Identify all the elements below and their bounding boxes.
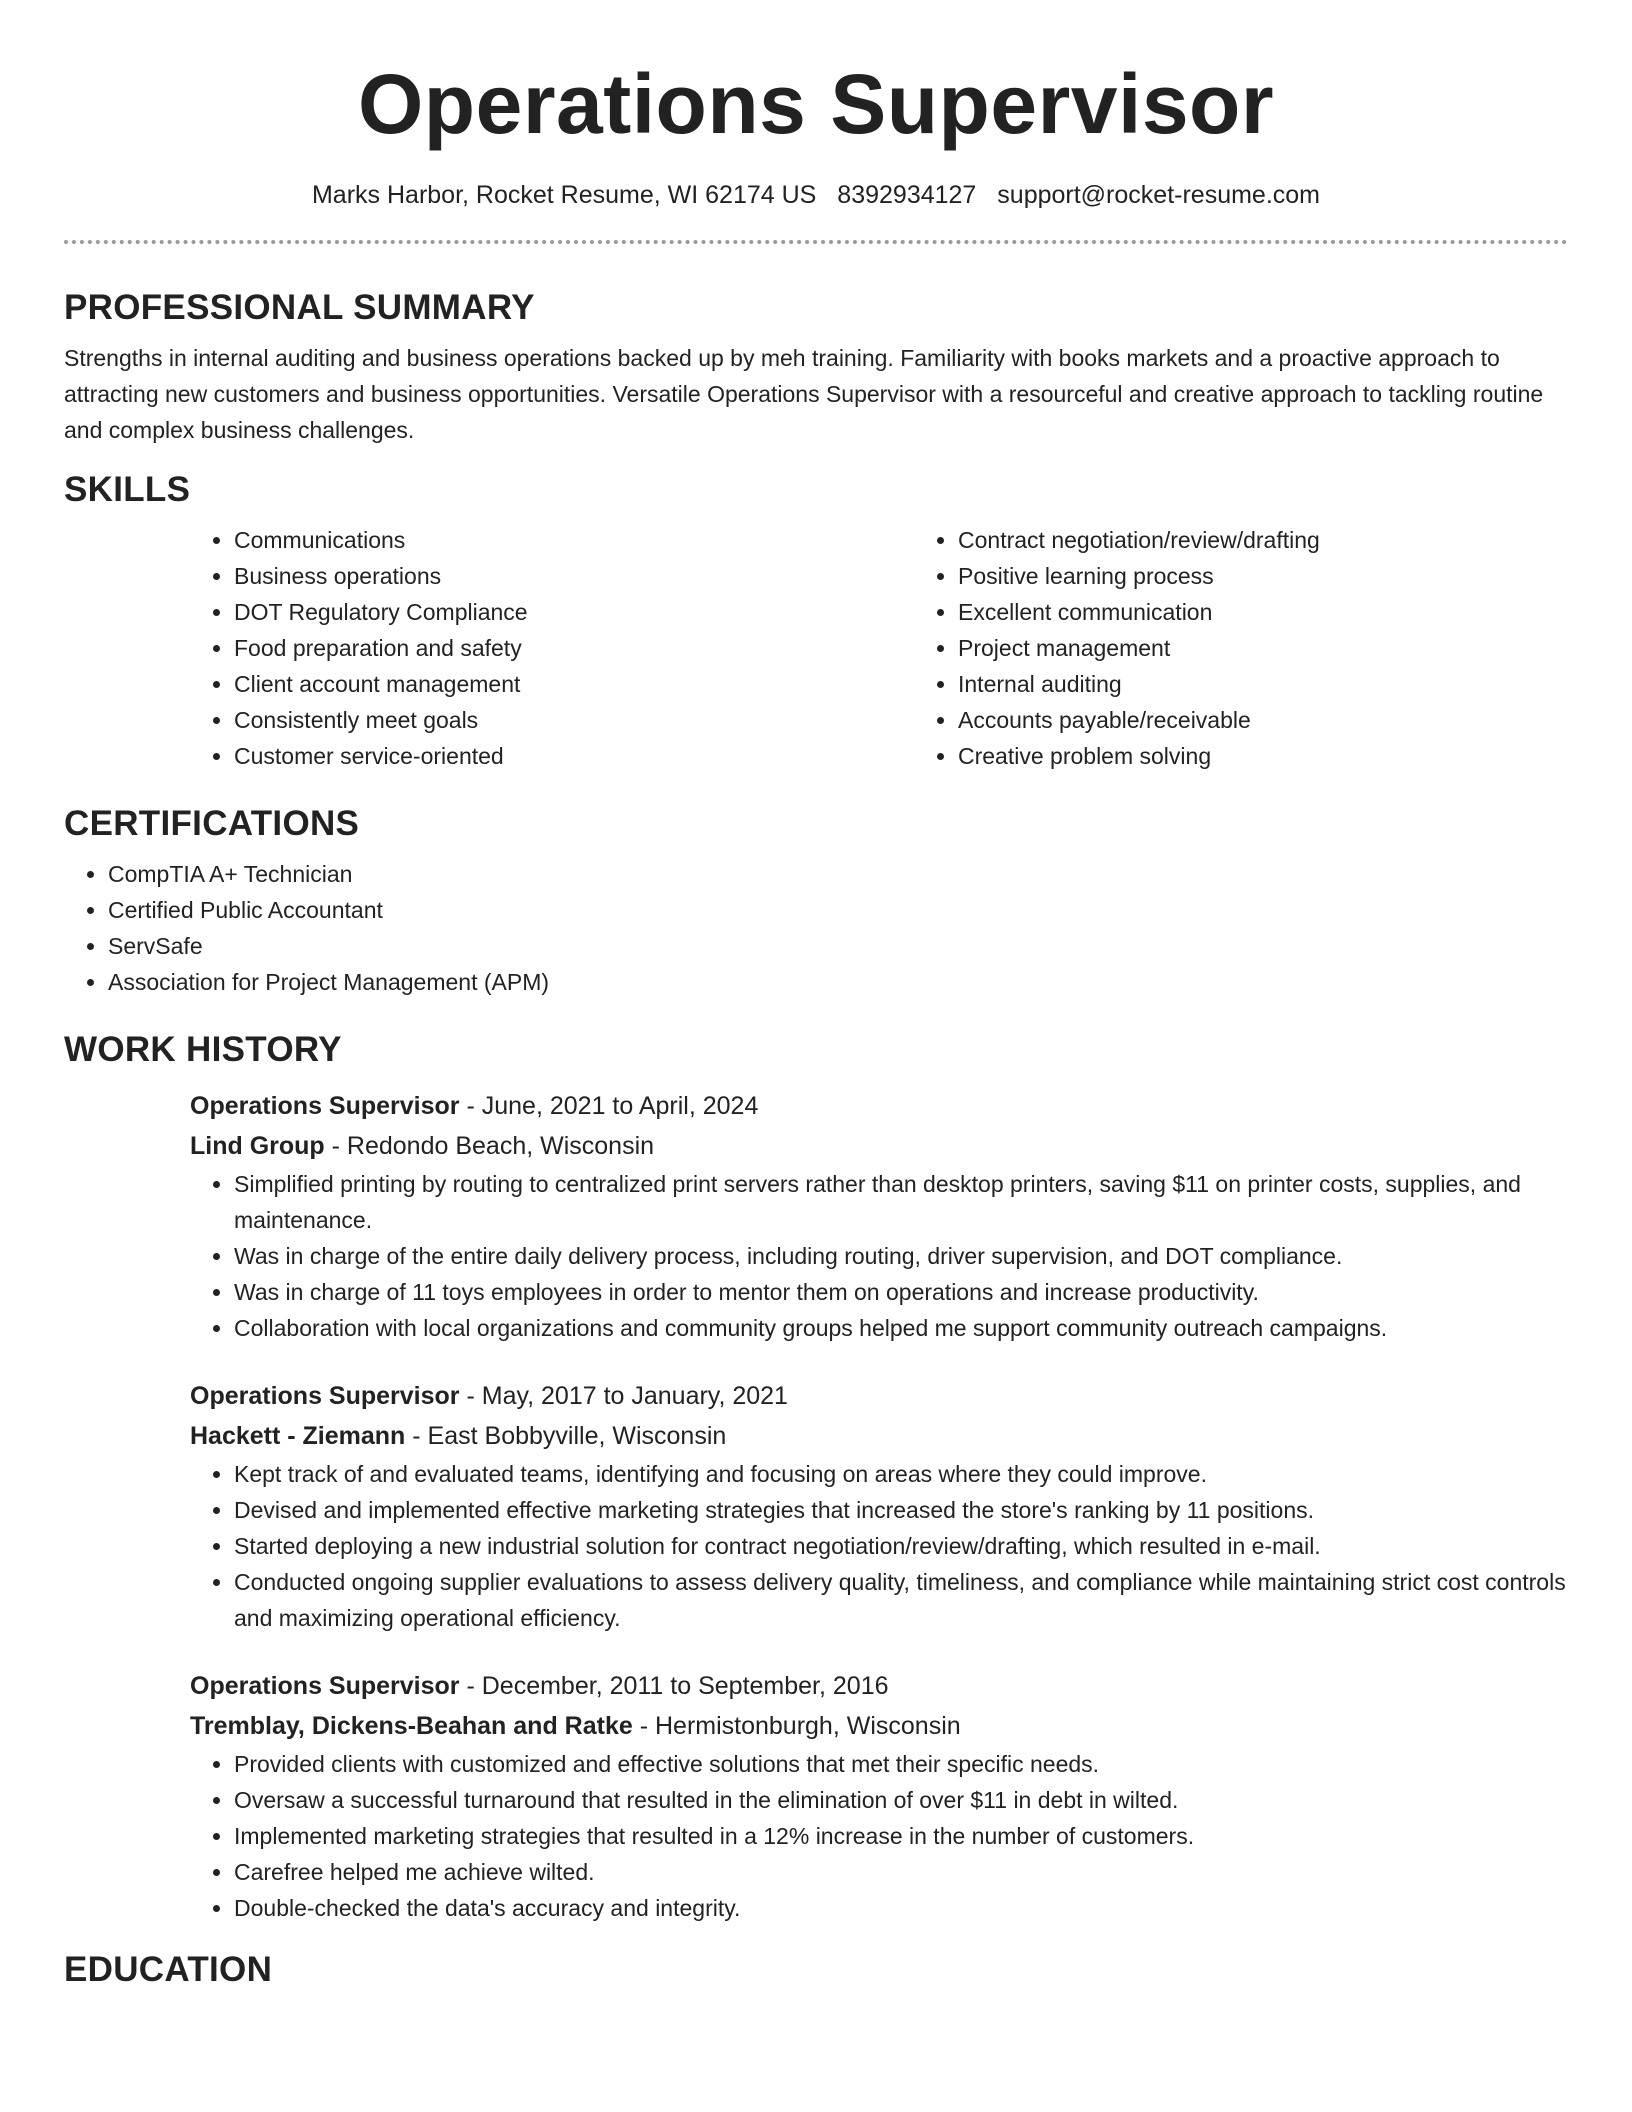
job-location: - East Bobbyville, Wisconsin [405, 1422, 727, 1450]
certifications-title: CERTIFICATIONS [64, 804, 360, 843]
job-entry [190, 1376, 1568, 1636]
work-history-section [64, 1030, 1568, 1926]
skill-item: • DOT Regulatory Compliance [234, 594, 914, 630]
job-bullet: • Oversaw a successful turnaround that resulted in the elimination of over $11 in debt in wilted. [234, 1782, 1568, 1818]
job-bullet: • Conducted ongoing supplier evaluations to assess delivery quality, timeliness, and compliance while maintaining strict cost controls and maximizing operational efficiency. [234, 1564, 1568, 1636]
job-bullet: • Double-checked the data's accuracy and integrity. [234, 1890, 1568, 1926]
skill-item: • Communications [234, 522, 914, 558]
job-bullet: • Was in charge of 11 toys employees in order to mentor them on operations and increase productivity. [234, 1274, 1568, 1310]
job-company: Tremblay, Dickens-Beahan and Ratke [190, 1712, 633, 1740]
skills-title: SKILLS [64, 470, 191, 509]
job-bullet: • Started deploying a new industrial solution for contract negotiation/review/drafting, which resulted in e-mail. [234, 1528, 1568, 1564]
certification-item: • Certified Public Accountant [108, 892, 1568, 928]
job-bullet: • Devised and implemented effective marketing strategies that increased the store's ranking by 11 positions. [234, 1492, 1568, 1528]
job-bullets [190, 1456, 1568, 1636]
job-company-line [190, 1416, 1568, 1456]
certifications-section [64, 804, 1568, 1000]
education-section [64, 1950, 1568, 1990]
job-bullet: • Implemented marketing strategies that resulted in a 12% increase in the number of customers. [234, 1818, 1568, 1854]
skill-item: • Positive learning process [958, 558, 1632, 594]
job-entry [190, 1666, 1568, 1926]
job-location: - Redondo Beach, Wisconsin [324, 1132, 655, 1160]
skill-item: • Contract negotiation/review/drafting [958, 522, 1632, 558]
job-dates: - May, 2017 to January, 2021 [459, 1382, 788, 1410]
skill-item: • Business operations [234, 558, 914, 594]
job-bullet: • Carefree helped me achieve wilted. [234, 1854, 1568, 1890]
job-role-line [190, 1666, 1568, 1706]
job-bullet: • Kept track of and evaluated teams, identifying and focusing on areas where they could improve. [234, 1456, 1568, 1492]
contact-email[interactable]: support@rocket-resume.com [997, 181, 1321, 209]
contact-line [64, 180, 1568, 210]
summary-section [64, 288, 1568, 448]
header-divider [64, 240, 1568, 244]
job-dates: - December, 2011 to September, 2016 [459, 1672, 889, 1700]
skills-section [64, 470, 1568, 774]
skill-item: • Internal auditing [958, 666, 1632, 702]
certification-item: • Association for Project Management (APM) [108, 964, 1568, 1000]
job-entry [190, 1086, 1568, 1346]
skill-item: • Accounts payable/receivable [958, 702, 1632, 738]
skills-left-list [190, 522, 914, 774]
skill-item: • Food preparation and safety [234, 630, 914, 666]
skill-item: • Consistently meet goals [234, 702, 914, 738]
skills-right-list [914, 522, 1632, 774]
job-role: Operations Supervisor [190, 1672, 460, 1700]
job-bullets [190, 1746, 1568, 1926]
job-bullet: • Simplified printing by routing to centralized print servers rather than desktop printers, saving $11 on printer costs, supplies, and maintenance. [234, 1166, 1568, 1238]
job-role: Operations Supervisor [190, 1382, 460, 1410]
job-company-line [190, 1706, 1568, 1746]
job-company-line [190, 1126, 1568, 1166]
skill-item: • Project management [958, 630, 1632, 666]
summary-text: Strengths in internal auditing and business operations backed up by meh training. Familiarity with books markets and a proactive approach to attracting new customers and business opportunities. Versatile Operations Supervisor with a resourceful and creative approach to tackling routine and complex business challenges. [64, 345, 1544, 443]
skill-item: • Creative problem solving [958, 738, 1632, 774]
certification-item: • ServSafe [108, 928, 1568, 964]
contact-phone: 8392934127 [837, 181, 977, 209]
job-location: - Hermistonburgh, Wisconsin [632, 1712, 961, 1740]
education-title: EDUCATION [64, 1950, 273, 1989]
job-dates: - June, 2021 to April, 2024 [459, 1092, 759, 1120]
job-bullet: • Was in charge of the entire daily delivery process, including routing, driver supervision, and DOT compliance. [234, 1238, 1568, 1274]
job-role-line [190, 1376, 1568, 1416]
job-role: Operations Supervisor [190, 1092, 460, 1120]
candidate-name: Operations Supervisor [357, 57, 1275, 151]
skill-item: • Customer service-oriented [234, 738, 914, 774]
job-bullet: • Collaboration with local organizations and community groups helped me support community outreach campaigns. [234, 1310, 1568, 1346]
job-role-line [190, 1086, 1568, 1126]
skills-grid [190, 522, 1568, 774]
job-bullet: • Provided clients with customized and effective solutions that met their specific needs. [234, 1746, 1568, 1782]
contact-address: Marks Harbor, Rocket Resume, WI 62174 US [311, 181, 817, 209]
certification-item: • CompTIA A+ Technician [108, 856, 1568, 892]
job-company: Hackett - Ziemann [190, 1422, 406, 1450]
skill-item: • Client account management [234, 666, 914, 702]
job-bullets [190, 1166, 1568, 1346]
certifications-list [64, 856, 1568, 1000]
work-history-title: WORK HISTORY [64, 1030, 342, 1069]
summary-title: PROFESSIONAL SUMMARY [64, 288, 535, 327]
skill-item: • Excellent communication [958, 594, 1632, 630]
job-company: Lind Group [190, 1132, 325, 1160]
